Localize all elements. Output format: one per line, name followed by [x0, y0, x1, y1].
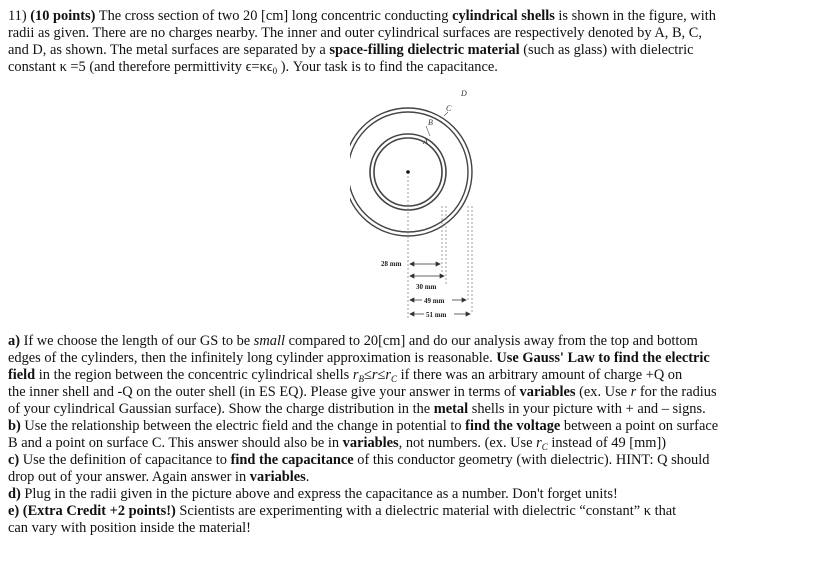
intro-text: The cross section of two 20 [cm] long concentric conducting	[98, 8, 453, 24]
part-a-bold: variables	[519, 384, 576, 400]
kappa-symbol: κ	[59, 59, 67, 75]
part-e-label: e)	[8, 503, 20, 519]
arrow-r51-head-right	[466, 312, 470, 316]
part-d-label: d)	[8, 486, 21, 502]
intro-bold-term: space-filling dielectric material	[329, 42, 520, 58]
part-e-line-1	[8, 503, 818, 520]
intro-text: (such as glass) with dielectric	[519, 42, 694, 58]
label-B: B	[428, 118, 433, 127]
intro-text: constant	[8, 59, 60, 75]
part-a-line-3	[8, 367, 818, 384]
part-c-line-2	[8, 469, 818, 486]
part-a-text: If we choose the length of our GS to be	[20, 333, 254, 349]
kappa-symbol: κ	[643, 503, 651, 519]
intro-line-1	[8, 8, 818, 25]
arrow-r51-head-left	[410, 312, 414, 316]
permittivity-symbol: ϵ=κϵ	[245, 59, 273, 75]
part-a-task: field	[8, 367, 36, 383]
part-a-text: in the region between the concentric cylindrical shells	[35, 367, 353, 383]
arrow-r30-head-left	[410, 274, 414, 278]
var-r: r	[371, 367, 378, 383]
dim-r49: 49 mm	[424, 297, 445, 305]
arrow-r30-head-right	[440, 274, 444, 278]
permittivity-subscript: 0	[272, 66, 278, 76]
part-b-line-2	[8, 435, 818, 452]
var-r: r	[385, 367, 392, 383]
concentric-circles	[350, 108, 472, 236]
dim-r28: 28 mm	[381, 260, 402, 268]
part-e-line-2: can vary with position inside the material!	[8, 520, 251, 536]
dim-r51: 51 mm	[426, 311, 447, 319]
part-a-text: if there was an arbitrary amount of charge +Q on	[397, 367, 683, 383]
var-r-subscript: C	[541, 442, 548, 452]
var-r: r	[630, 384, 637, 400]
problem-statement	[8, 8, 818, 76]
arrow-r49-head-left	[410, 298, 414, 302]
part-b-bold: variables	[342, 435, 399, 451]
var-r: r	[352, 367, 359, 383]
part-a-line-2	[8, 350, 818, 367]
part-a-text: compared to 20[cm] and do our analysis away from the top and bottom	[284, 333, 698, 349]
part-c-line-1	[8, 452, 818, 469]
part-b-label: b)	[8, 418, 21, 434]
intro-text: ). Your task is to find the capacitance.	[277, 59, 498, 75]
part-a-line-1	[8, 333, 818, 350]
arrow-r28-head-right	[436, 262, 440, 266]
part-a-text: (ex. Use	[575, 384, 631, 400]
part-a-label: a)	[8, 333, 20, 349]
intro-line-4	[8, 59, 818, 76]
part-c-text: .	[305, 469, 310, 485]
kappa-value: =5	[66, 59, 86, 75]
part-a-line-4	[8, 384, 818, 401]
figure-svg	[350, 86, 500, 328]
part-a-text: the inner shell and -Q on the outer shell (in ES EQ). Please give your answer in terms of	[8, 384, 520, 400]
var-r-subscript: B	[358, 374, 364, 384]
part-a-task: Use Gauss' Law to find the electric	[496, 350, 710, 366]
part-a-text: of your cylindrical Gaussian surface). Show the charge distribution in the	[8, 401, 434, 417]
part-a-bold: metal	[433, 401, 469, 417]
part-a-text: for the radius	[636, 384, 717, 400]
var-r-subscript: C	[391, 374, 398, 384]
part-b-text: Use the relationship between the electric field and the change in potential to	[20, 418, 466, 434]
part-d-line-1	[8, 486, 818, 503]
part-c-label: c)	[8, 452, 20, 468]
part-a-text: edges of the cylinders, then the infinitely long cylinder approximation is reasonable.	[8, 350, 497, 366]
part-b-text: between a point on surface	[560, 418, 719, 434]
part-b-task: find the voltage	[465, 418, 561, 434]
leq-symbol: ≤	[363, 367, 372, 383]
part-e-text: that	[651, 503, 677, 519]
center-point	[406, 170, 410, 174]
intro-line-3	[8, 42, 818, 59]
label-C: C	[446, 104, 452, 113]
label-D: D	[461, 89, 467, 98]
part-b-text: instead of 49 [mm])	[547, 435, 667, 451]
part-b-text: B and a point on surface C. This answer should also be in	[8, 435, 343, 451]
label-A: A	[423, 137, 428, 146]
pointer-B	[426, 126, 430, 136]
problem-parts	[8, 333, 818, 537]
arrow-r28-head-left	[410, 262, 414, 266]
intro-line-2: radii as given. There are no charges nearby. The inner and outer cylindrical surfaces are respectively denoted by A, B, C,	[8, 25, 702, 41]
arrow-r49-head-right	[462, 298, 466, 302]
part-c-text: Use the definition of capacitance to	[19, 452, 231, 468]
part-b-text: , not numbers. (ex. Use	[398, 435, 537, 451]
part-a-text: shells in your picture with + and – signs.	[468, 401, 706, 417]
part-c-bold: variables	[249, 469, 306, 485]
intro-bold-term: cylindrical shells	[452, 8, 555, 24]
problem-points: (10 points)	[30, 8, 96, 24]
dim-r30: 30 mm	[416, 283, 437, 291]
part-c-text: of this conductor geometry (with dielectric). HINT: Q should	[353, 452, 710, 468]
part-d-text: Plug in the radii given in the picture above and express the capacitance as a number. Don't forget units!	[20, 486, 618, 502]
intro-text: is shown in the figure, with	[554, 8, 716, 24]
leq-symbol: ≤	[377, 367, 386, 383]
intro-text: and D, as shown. The metal surfaces are separated by a	[8, 42, 330, 58]
part-c-task: find the capacitance	[230, 452, 354, 468]
part-e-text: Scientists are experimenting with a dielectric material with dielectric “constant”	[175, 503, 644, 519]
cylinder-cross-section-figure	[350, 86, 500, 328]
part-a-emphasis: small	[253, 333, 285, 349]
var-r: r	[536, 435, 542, 451]
part-c-text: drop out of your answer. Again answer in	[8, 469, 250, 485]
intro-text: (and therefore permittivity	[85, 59, 246, 75]
problem-number: 11)	[8, 8, 27, 24]
part-e-extra-credit: (Extra Credit +2 points!)	[19, 503, 176, 519]
part-a-line-5	[8, 401, 818, 418]
part-b-line-1	[8, 418, 818, 435]
